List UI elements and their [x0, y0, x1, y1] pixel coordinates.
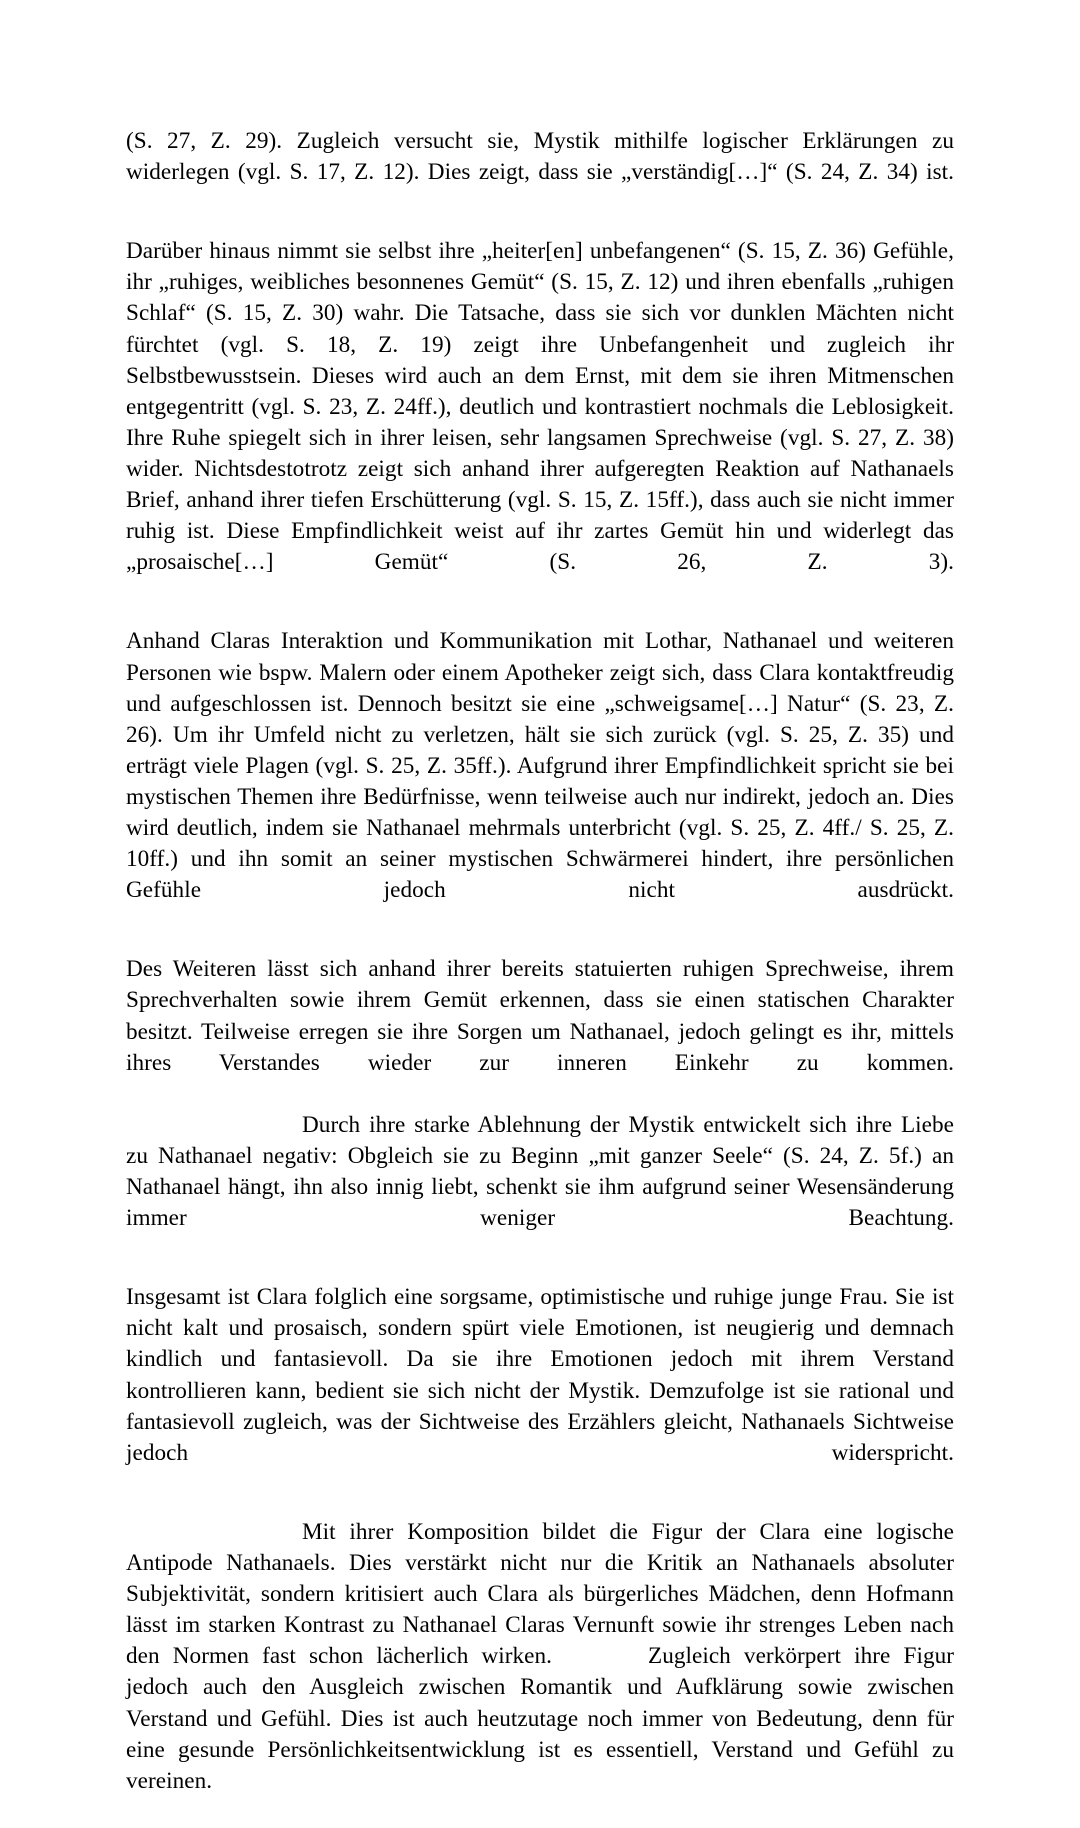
- paragraph-2: Darüber hinaus nimmt sie selbst ihre „heiter[en] unbefangenen“ (S. 15, Z. 36) Gefühle, ihr „ruhiges, weibliches besonnenes Gemüt“ (S. 15, Z. 12) und ihren ebenfalls „ruhigen Schlaf“ (S. 15, Z. 30) wahr. Die Tatsache, dass sie sich vor dunklen Mächten nicht fürchtet (vgl. S. 18, Z. 19) zeigt ihre Unbefangenheit und zugleich ihr Selbstbewusstsein. Dieses wird auch an dem Ernst, mit dem sie ihren Mitmenschen entgegentritt (vgl. S. 23, Z. 24ff.), deutlich und kontrastiert nochmals die Leblosigkeit. Ihre Ruhe spiegelt sich in ihrer leisen, sehr langsamen Sprechweise (vgl. S. 27, Z. 38) wider. Nichtsdestotrotz zeigt sich anhand ihrer aufgeregten Reaktion auf Nathanaels Brief, anhand ihrer tiefen Erschütterung (vgl. S. 15, Z. 15ff.), dass auch sie nicht immer ruhig ist. Diese Empfindlichkeit weist auf ihr zartes Gemüt hin und widerlegt das „prosaische[…] Gemüt“ (S. 26, Z. 3).: [126, 238, 954, 576]
- paragraph-4-part-a: Des Weiteren lässt sich anhand ihrer bereits statuierten ruhigen Sprechweise, ihrem Sprechverhalten sowie ihrem Gemüt erkennen, dass sie einen statischen Charakter besitzt. Teilweise erregen sie ihre Sorgen um Nathanael, jedoch gelingt es ihr, mittels ihres Verstandes wieder zur inneren Einkehr zu kommen.: [126, 956, 954, 1076]
- paragraph-5-part-a: Insgesamt ist Clara folglich eine sorgsame, optimistische und ruhige junge Frau. Sie ist nicht kalt und prosaisch, sondern spürt viele Emotionen, ist neugierig und demnach kindlich und fantasievoll. Da sie ihre Emotionen jedoch mit ihrem Verstand kontrollieren kann, bedient sie sich nicht der Mystik. Demzufolge ist sie rational und fantasievoll zugleich, was der Sichtweise des Erzählers gleicht, Nathanaels Sichtweise jedoch widerspricht.: [126, 1284, 954, 1466]
- paragraph-4-part-b-text: Durch ihre starke Ablehnung der Mystik entwickelt sich ihre Liebe zu Nathanael negativ: Obgleich sie zu Beginn „mit ganzer Seele“ (S. 24, Z. 5f.) an Nathanael hängt, ihn also innig liebt, schenkt sie ihm aufgrund seiner Wesensänderung immer weniger Beachtung.: [126, 1111, 954, 1232]
- paragraph-4-part-b: [126, 1110, 954, 1265]
- body-text-column: [126, 126, 954, 1828]
- paragraph-5-part-c-text: Zugleich verkörpert ihre Figur jedoch auch den Ausgleich zwischen Romantik und Aufklärung sowie zwischen Verstand und Gefühl. Dies ist auch heutzutage noch immer von Bedeutung, denn für eine gesunde Persönlichkeitsentwicklung ist es essentiell, Verstand und Gefühl zu vereinen.: [126, 1643, 954, 1794]
- paragraph-3: Anhand Claras Interaktion und Kommunikation mit Lothar, Nathanael und weiteren Personen wie bspw. Malern oder einem Apotheker zeigt sich, dass Clara kontaktfreudig und aufgeschlossen ist. Dennoch besitzt sie eine „schweigsame[…] Natur“ (S. 23, Z. 26). Um ihr Umfeld nicht zu verletzen, hält sie sich zurück (vgl. S. 25, Z. 35) und erträgt viele Plagen (vgl. S. 25, Z. 35ff.). Aufgrund ihrer Empfindlichkeit spricht sie bei mystischen Themen ihre Bedürfnisse, wenn teilweise auch nur indirekt, jedoch an. Dies wird deutlich, indem sie Nathanael mehrmals unterbricht (vgl. S. 25, Z. 4ff./ S. 25, Z. 10ff.) und ihn somit an seiner mystischen Schwärmerei hindert, ihre persönlichen Gefühle jedoch nicht ausdrückt.: [126, 628, 954, 904]
- paragraph-1: (S. 27, Z. 29). Zugleich versucht sie, Mystik mithilfe logischer Erklärungen zu widerlegen (vgl. S. 17, Z. 12). Dies zeigt, dass sie „verständig[…]“ (S. 24, Z. 34) ist.: [126, 128, 954, 186]
- paragraph-5-part-b-text: Mit ihrer Komposition bildet die Figur der Clara eine logische Antipode Nathanaels. Dies verstärkt nicht nur die Kritik an Nathanaels absoluter Subjektivität, sondern kritisiert auch Clara als bürgerliches Mädchen, denn Hofmann lässt im starken Kontrast zu Nathanael Claras Vernunft sowie ihr strenges Leben nach den Normen fast schon lächerlich wirken.: [126, 1518, 954, 1670]
- paragraph-5-part-b: [126, 1517, 954, 1828]
